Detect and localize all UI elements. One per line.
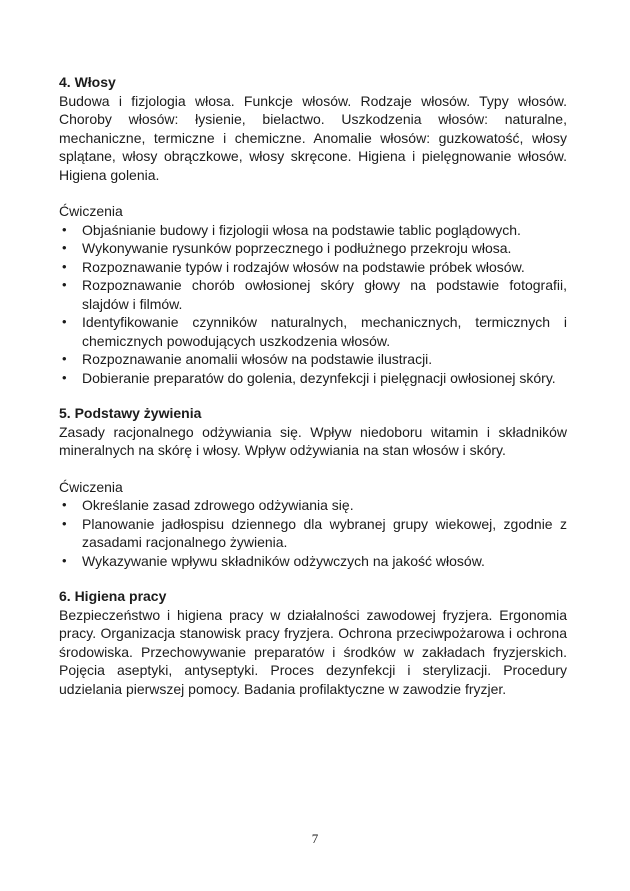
document-page [59,73,567,698]
exercises-title: Ćwiczenia [59,478,123,495]
list-item [59,258,567,277]
section-text: Bezpieczeństwo i higiena pracy w działalności zawodowej fryzjera. Ergonomia pracy. Organizacja stanowisk pracy fryzjera. Ochrona przeciwpożarowa i ochrona środowiska. Przechowywanie preparatów i środków w zakładach fryzjerskich. Pojęcia aseptyki, antyseptyki. Proces dezynfekcji i sterylizacji. Procedury udzielania pierwszej pomocy. Badania profilaktyczne w zawodzie fryzjer. [59,606,567,697]
list-item-text: Identyfikowanie czynników naturalnych, mechanicznych, termicznych i chemicznych powodujących uszkodzenia włosów. [82,314,567,349]
bullet-icon: • [62,369,67,385]
list-item [59,239,567,258]
page-number: 7 [311,831,319,846]
list-item [59,369,567,388]
list-item [59,313,567,350]
list-item [59,515,567,552]
bullet-icon: • [62,552,67,568]
section-text: Zasady racjonalnego odżywiania się. Wpływ niedoboru witamin i składników mineralnych na skórę i włosy. Wpływ odżywiania na stan włosów i skóry. [59,423,567,458]
section-text: Budowa i fizjologia włosa. Funkcje włosów. Rodzaje włosów. Typy włosów. Choroby włosów: łysienie, bielactwo. Uszkodzenia włosów: naturalne, mechaniczne, termiczne i chemiczne. Anomalie włosów: guzkowatość, włosy splątane, włosy obrączkowe, włosy skręcone. Higiena i pielęgnowanie włosów. Higiena golenia. [59,92,567,183]
list-item [59,276,567,313]
list-item [59,221,567,240]
list-item-text: Planowanie jadłospisu dziennego dla wybranej grupy wiekowej, zgodnie z zasadami racjonalnego żywienia. [82,515,567,550]
section-work-hygiene [59,587,567,698]
list-item-text: Określanie zasad zdrowego odżywiania się. [82,497,354,513]
bullet-icon: • [62,277,67,292]
bullet-icon: • [62,314,67,329]
bullet-icon: • [62,221,67,237]
list-item [59,350,567,369]
list-item [59,496,567,515]
exercises-title: Ćwiczenia [59,203,123,219]
bullet-icon: • [62,258,67,274]
list-item-text: Rozpoznawanie anomalii włosów na podstawie ilustracji. [82,351,433,367]
list-item-text: Rozpoznawanie typów i rodzajów włosów na podstawie próbek włosów. [82,258,525,275]
section-hair [59,73,567,387]
list-item-text: Rozpoznawanie chorób owłosionej skóry głowy na podstawie fotografii, slajdów i filmów. [82,277,567,312]
exercises-list [59,496,567,570]
section-heading: 6. Higiena pracy [59,588,167,604]
exercises-list [59,221,567,388]
list-item-text: Wykonywanie rysunków poprzecznego i podłużnego przekroju włosa. [82,240,512,256]
list-item-text: Wykazywanie wpływu składników odżywczych na jakość włosów. [82,552,485,569]
list-item-text: Objaśnianie budowy i fizjologii włosa na podstawie tablic poglądowych. [82,221,521,238]
list-item [59,552,567,571]
bullet-icon: • [62,240,67,255]
bullet-icon: • [62,351,67,366]
bullet-icon: • [62,515,67,531]
section-heading: 5. Podstawy żywienia [59,405,202,421]
section-nutrition [59,404,567,570]
section-heading: 4. Włosy [59,74,116,90]
list-item-text: Dobieranie preparatów do golenia, dezynfekcji i pielęgnacji owłosionej skóry. [82,369,556,386]
bullet-icon: • [62,497,67,512]
